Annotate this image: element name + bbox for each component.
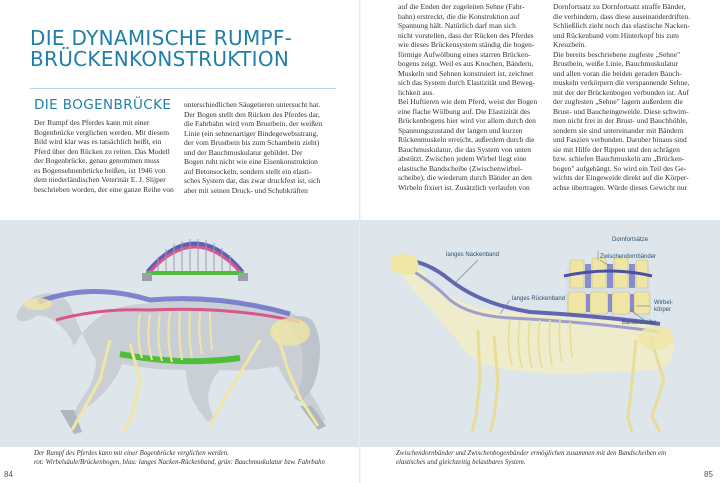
text-line: abstützt. Zwischen jedem Wirbel liegt eine xyxy=(398,154,527,163)
text-line: scheibe), die wiederum durch Bänder an den xyxy=(398,173,532,182)
label-bandscheibe: Bandscheibe xyxy=(622,320,657,326)
right-column-1 xyxy=(398,2,548,192)
skeleton-ligament-illustration xyxy=(360,220,720,447)
text-line: bogens zeigt. Weil es aus Knochen, Bändern, xyxy=(398,59,534,68)
text-line: Bogen ruht nicht wie eine Eisenkonstruktion xyxy=(184,157,318,166)
text-line: eine flache Wölbung auf. Die Elastizität des xyxy=(398,106,531,116)
text-line: men nicht frei in der Brust- und Bauchhöhle, xyxy=(553,116,688,125)
text-line: wichts der Eingeweide direkt auf die Körper- xyxy=(553,173,689,182)
text-line: Pferd über den Rücken zu reiten. Das Modell xyxy=(34,146,170,156)
left-column-1 xyxy=(34,118,176,194)
text-line: sches System dar, das zwar druckfest ist, sich xyxy=(184,176,321,185)
bridge-figure xyxy=(0,220,360,447)
horse-bridge-illustration xyxy=(0,220,360,447)
text-line: förmige Aufwölbung eines starren Brücken- xyxy=(398,49,531,59)
text-line: und allen voran die beiden geraden Bauch- xyxy=(553,68,682,78)
label-zwischendornbaender: Zwischendornbänder xyxy=(600,254,657,260)
text-line: Brustbein, weiße Linie, Bauchmuskulatur xyxy=(553,59,679,68)
label-wirbelkoerper-1: Wirbel- xyxy=(654,300,673,306)
text-line: mit der der Brückenbogen verbunden ist. Auf xyxy=(553,87,690,97)
text-line: Der Bogen stellt den Rücken des Pferdes dar, xyxy=(184,109,320,119)
text-line: Bauchmuskulatur, die das System von unten xyxy=(398,144,532,154)
caption-line: Zwischendornbänder und Zwischenbogenbänder ermöglichen zusammen mit den Bandscheiben ein xyxy=(396,450,667,457)
text-line: Spannung hält. Natürlich darf man sich xyxy=(398,21,516,30)
text-line: lichkeit aus. xyxy=(398,87,435,97)
right-page xyxy=(360,0,720,483)
text-line: aber mit seinen Druck- und Schubkräften xyxy=(184,185,308,195)
chapter-title xyxy=(30,28,330,70)
ligament-figure xyxy=(360,220,720,447)
text-line: der zugfesten „Sehne" lagern außerdem die xyxy=(553,97,683,106)
text-line: wie dieses Brückensystem ständig die bogen- xyxy=(398,40,535,49)
text-line: Bei Huftieren wie dem Pferd, weist der Bogen xyxy=(398,97,538,106)
skull-bone xyxy=(24,298,52,310)
text-line: Kreuzbein. xyxy=(553,40,587,49)
text-line: Bild wird klar was es tatsächlich heißt, ein xyxy=(34,137,162,146)
text-line: Dornfortsatz zu Dornfortsatz straffe Bänder, xyxy=(553,2,686,11)
text-line: sie mit Hilfe der Rippen und den schrägen xyxy=(553,144,680,154)
left-column-2 xyxy=(184,100,334,195)
text-line: Wirbeln fixiert ist. Zusätzlich verlaufen von xyxy=(398,182,530,192)
text-line: der Bogenbrücke, genau genommen muss xyxy=(34,156,160,165)
title-divider xyxy=(30,88,336,89)
caption-line: elastisches und gleichzeitig belastbares System. xyxy=(396,458,526,466)
text-line: Brust- und Baucheingeweide. Diese schwim- xyxy=(553,106,689,116)
text-line: es Bogensehnenbrücke heißen, ist 1946 von xyxy=(34,165,166,175)
bridge-arch-model xyxy=(142,239,248,281)
text-line: auf Betonsockeln, sondern stellt ein elasti- xyxy=(184,166,312,176)
chapter-title-line-1: DIE DYNAMISCHE RUMPF- xyxy=(30,26,293,50)
text-line: die Fahrbahn wird vom Brustbein, der weißen xyxy=(184,119,323,128)
text-line: der vom Brustbein bis zum Schambein zieht) xyxy=(184,138,320,147)
text-line: die verhindern, dass diese auseinanderdriften. xyxy=(553,11,691,21)
text-line: unterschiedlichen Säugetieren untersucht hat. xyxy=(184,100,321,109)
text-line: Rückenmuskeln erreicht, außerdem durch die xyxy=(398,135,535,144)
text-line: Bogenbrücke verglichen werden. Mit diesem xyxy=(34,127,170,137)
text-line: und Faszien verbunden. Daruber hinaus sind xyxy=(553,135,687,144)
label-langes-rueckenband: langes Rückenband xyxy=(512,296,566,302)
text-line: und der Bauchmuskulatur gebildet. Der xyxy=(184,147,303,157)
text-line: sich das System durch Elastizität und Beweg- xyxy=(398,78,536,87)
left-figure-caption xyxy=(34,450,354,467)
text-line: Spannungszustand der langen und kurzen xyxy=(398,125,523,135)
right-figure-caption xyxy=(396,450,716,467)
text-line: bzw. schiefen Bauchmuskeln am „Brücken- xyxy=(553,154,685,163)
text-line: muskeln verkörpern die verspannende Sehne, xyxy=(553,78,690,87)
text-line: bogen" aufgehängt. So wird ein Teil des Ge- xyxy=(553,163,687,173)
chapter-title-line-2: BRÜCKENKONSTRUKTION xyxy=(30,47,290,71)
text-line: Der Rumpf des Pferdes kann mit einer xyxy=(34,118,150,127)
right-column-2 xyxy=(553,2,705,192)
text-line: beschrieben worden, der eine ganze Reihe von xyxy=(34,184,174,194)
text-line: dem niederländischen Veterinär E. J. Slijper xyxy=(34,175,166,184)
label-dornfortsaetze: Dornfortsätze xyxy=(612,237,649,243)
label-wirbelkoerper-2: körper xyxy=(654,307,672,313)
page-number-right: 85 xyxy=(704,470,713,479)
text-line: Brückenbogens hier wird vor allem durch den xyxy=(398,116,536,125)
text-line: Muskeln und Sehnen konstruiert ist, zeichnet xyxy=(398,68,534,78)
label-langes-nackenband: langes Nackenband xyxy=(446,252,500,258)
text-line: bahn) erstreckt, die die Konstruktion auf xyxy=(398,11,520,21)
section-title: DIE BOGENBRÜCKE xyxy=(34,97,172,113)
text-line: Schließlich zieht noch das elastische Nacken- xyxy=(553,21,690,30)
page-number-left: 84 xyxy=(4,470,13,479)
text-line: Die bereits beschriebene zugfeste „Sehne" xyxy=(553,49,681,59)
text-line: achse übertragen. Würde dieses Gewicht nur xyxy=(553,182,687,192)
caption-line: Der Rumpf des Pferdes kann mit einer Bogenbrücke verglichen werden. xyxy=(34,450,229,457)
text-line: und Rückenband vom Hinterkopf bis zum xyxy=(553,30,680,40)
pelvis-bone xyxy=(270,318,310,346)
text-line: auf die Enden der zugeleiten Sehne (Fahr- xyxy=(398,2,525,11)
text-line: Linie (ein sehnenartiger Bindegewebsstrang, xyxy=(184,128,319,138)
text-line: nicht vorstellen, dass der Rücken des Pferdes xyxy=(398,30,534,40)
vertebra-detail-inset xyxy=(564,258,652,320)
text-line: sondern sie sind untereinander mit Bändern xyxy=(553,125,684,135)
caption-line: rot: Wirbelsäule/Brückenbogen, blau: langes Nacken-Rückenband, grün: Bauchmuskulatur bzw. Fahrbahn xyxy=(34,458,325,466)
text-line: elastische Bandscheibe (Zwischenwirbel- xyxy=(398,163,523,173)
